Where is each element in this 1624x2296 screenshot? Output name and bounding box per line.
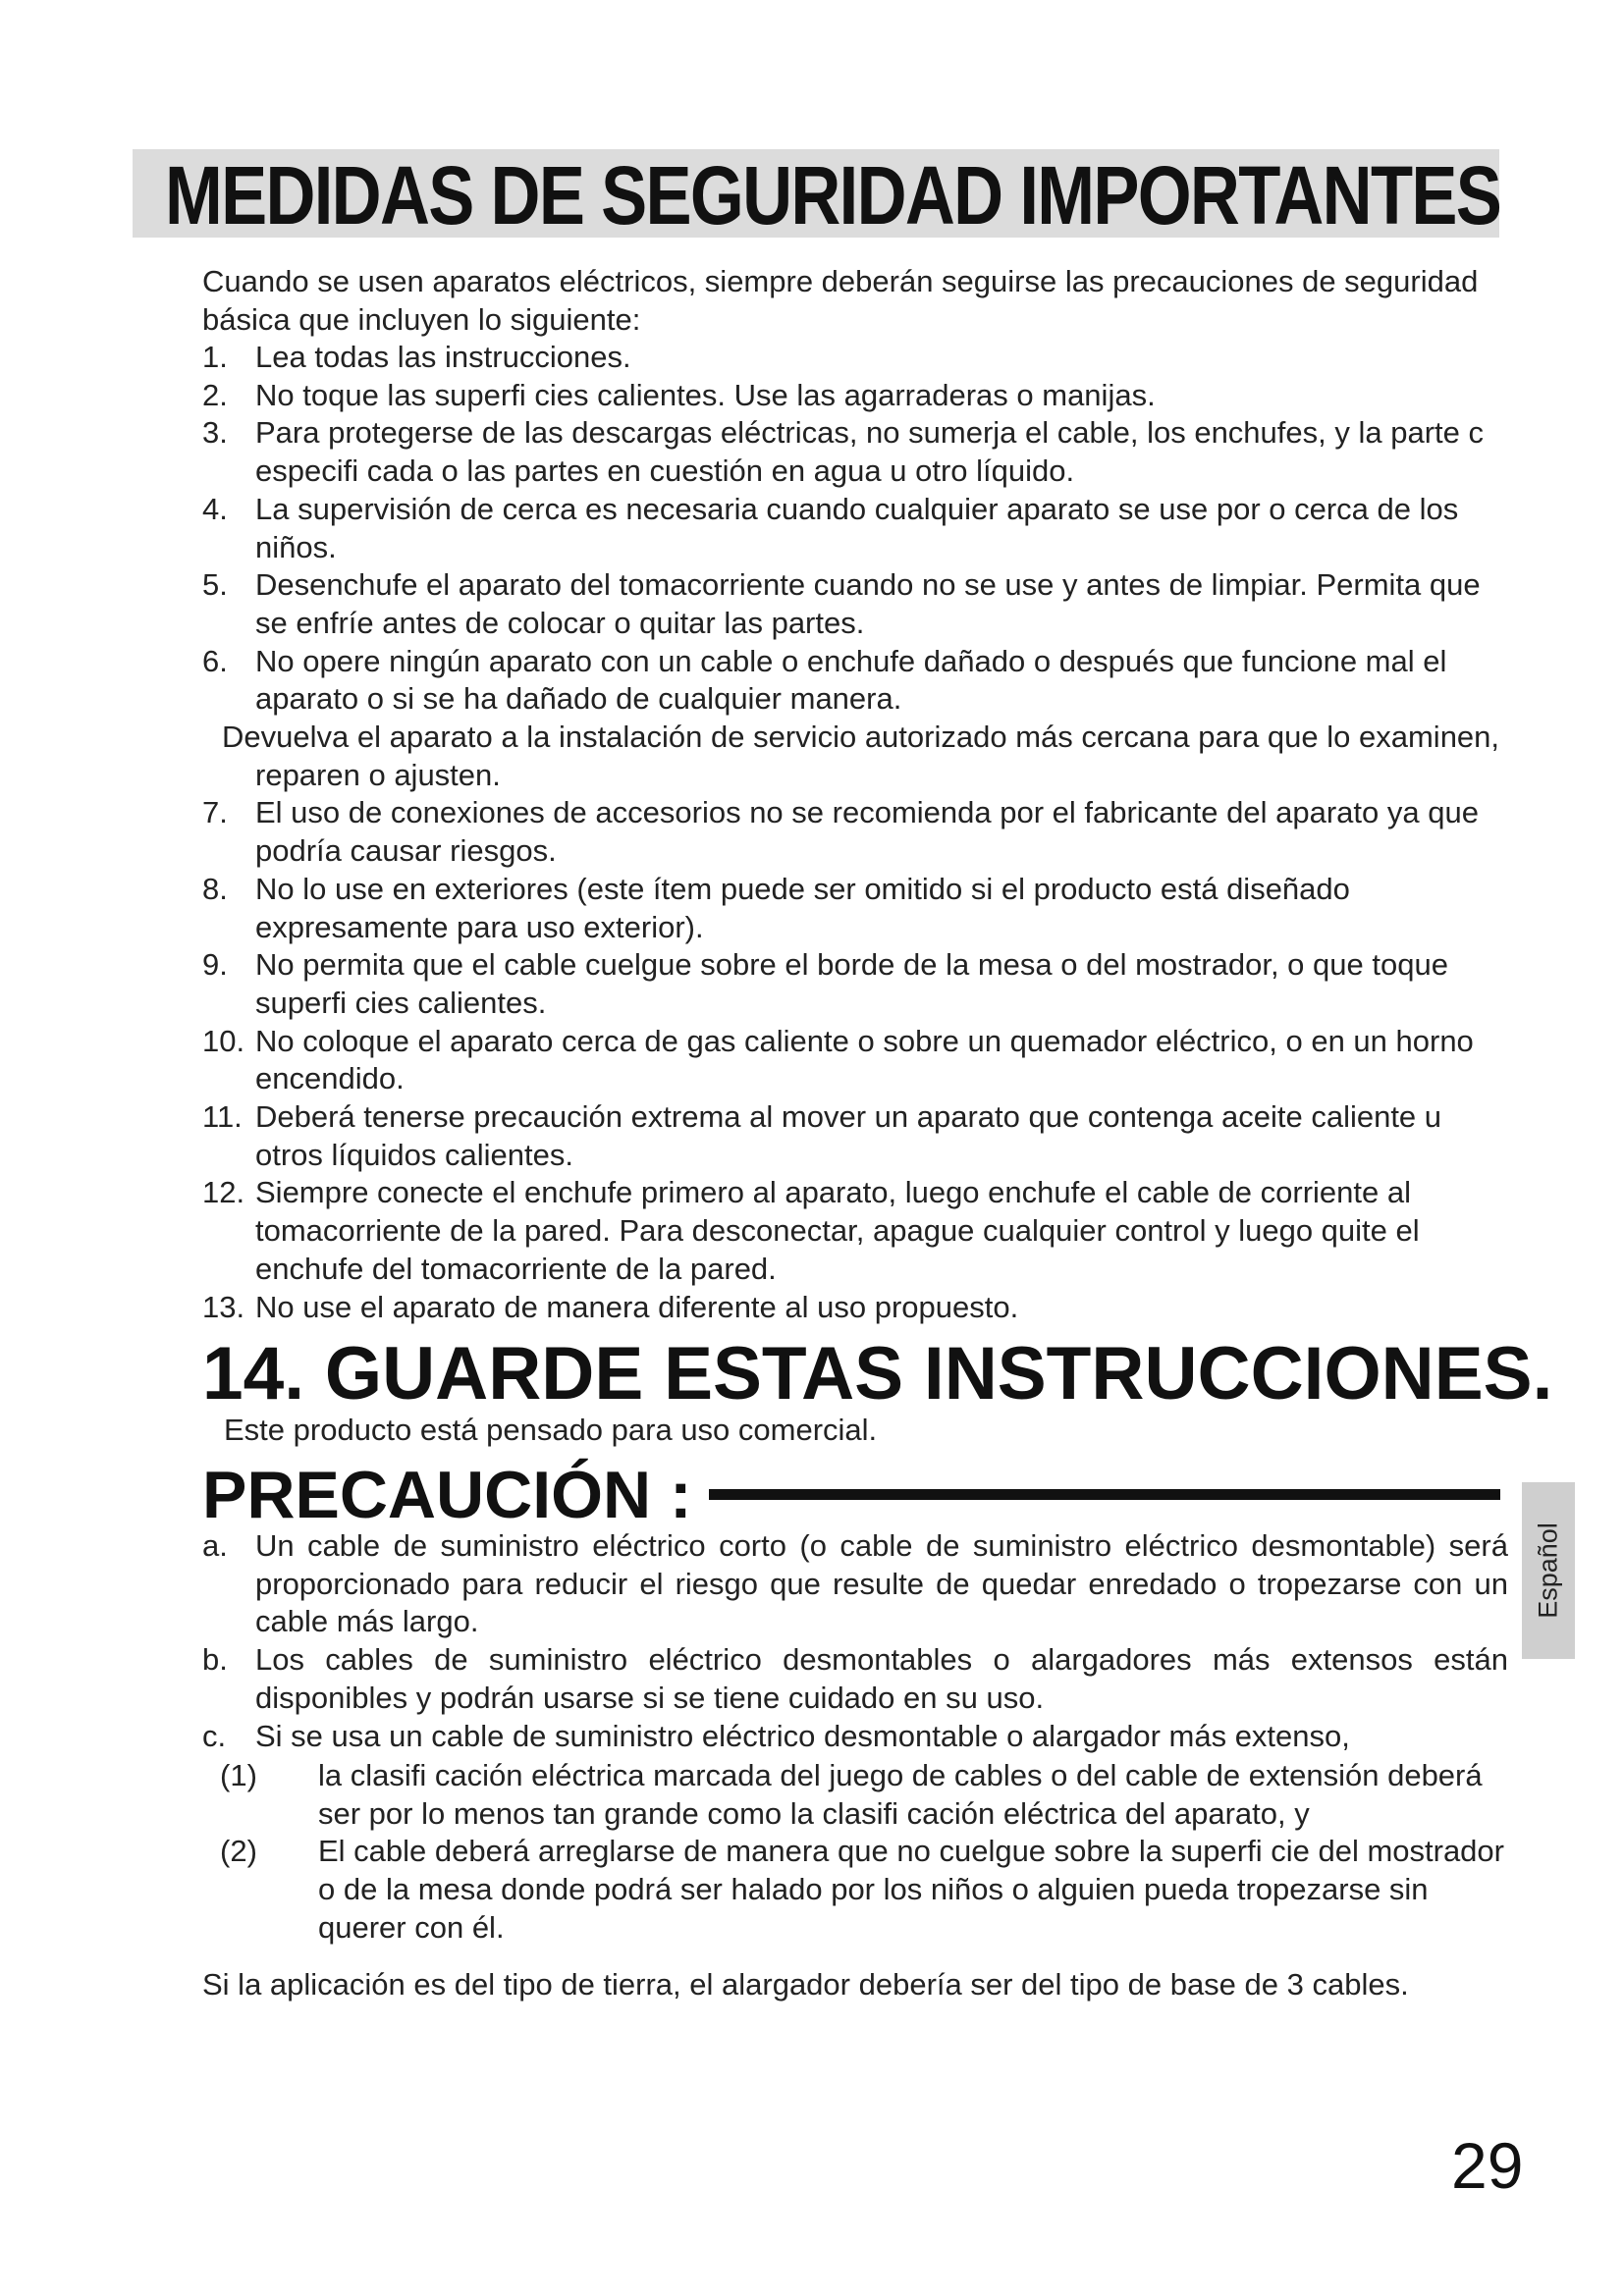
list-item: [202, 1174, 1508, 1288]
item-number: 11.: [202, 1099, 243, 1135]
item-text: No use el aparato de manera diferente al uso propuesto.: [255, 1289, 1019, 1324]
list-item: [202, 491, 1508, 566]
item-text: Los cables de suministro eléctrico desmontables o alargadores más extensos están disponibles y podrán usarse si se tiene cuidado en su uso.: [255, 1642, 1508, 1715]
item-text: Deberá tenerse precaución extrema al mover un aparato que contenga aceite caliente u otros líquidos calientes.: [255, 1099, 1442, 1172]
caution-list: [202, 1527, 1508, 1755]
item-number: 6.: [202, 643, 228, 678]
list-item: [202, 566, 1508, 642]
item-number: 9.: [202, 947, 228, 983]
list-item: [202, 643, 1508, 719]
item-text: No opere ningún aparato con un cable o enchufe dañado o después que funcione mal el aparato o si se ha dañado de cualquier manera.: [255, 643, 1447, 717]
item-text: Devuelva el aparato a la instalación de servicio autorizado más cercana para que lo examinen, reparen o ajusten.: [222, 720, 1500, 792]
item-letter: b.: [202, 1642, 228, 1678]
item-text: Lea todas las instrucciones.: [255, 340, 631, 374]
intro-paragraph: Cuando se usen aparatos eléctricos, siempre deberán seguirse las precauciones de seguridad básica que incluyen lo siguiente:: [202, 264, 1479, 337]
item-text: Un cable de suministro eléctrico corto (o cable de suministro eléctrico desmontable) será proporcionado para reducir el riesgo que resulte de quedar enredado o tropezarse con un cable más largo.: [255, 1528, 1508, 1639]
item-number: 5.: [202, 567, 228, 603]
item-number: 3.: [202, 415, 228, 451]
item-number: 10.: [202, 1023, 245, 1058]
list-item: [202, 414, 1508, 490]
item-letter: c.: [202, 1718, 227, 1753]
item-text: La supervisión de cerca es necesaria cuando cualquier aparato se use por o cerca de los niños.: [255, 491, 1459, 564]
save-instructions-heading: 14. GUARDE ESTAS INSTRUCCIONES.: [202, 1332, 1553, 1415]
item-text: No coloque el aparato cerca de gas caliente o sobre un quemador eléctrico, o en un horno encendido.: [255, 1023, 1474, 1096]
commercial-use-note: Este producto está pensado para uso comercial.: [224, 1413, 878, 1447]
page-title: MEDIDAS DE SEGURIDAD IMPORTANTES: [165, 149, 1501, 241]
caution-rule: [709, 1489, 1500, 1500]
item-text: El cable deberá arreglarse de manera que no cuelgue sobre la superfi cie del mostrador o de la mesa donde podrá ser halado por los niños o alguien pueda tropezarse sin querer con él.: [318, 1834, 1504, 1945]
sub-item: [220, 1757, 1516, 1833]
sub-item-number: (1): [220, 1758, 257, 1792]
item-number: 12.: [202, 1175, 245, 1210]
item-number: 13.: [202, 1289, 245, 1324]
caution-item: [202, 1527, 1508, 1641]
list-item: [202, 1289, 1508, 1327]
list-item: [202, 871, 1508, 946]
caution-heading: PRECAUCIÓN :: [202, 1458, 692, 1532]
item-number: 4.: [202, 491, 228, 526]
item-number: 7.: [202, 795, 228, 830]
sub-item: [220, 1833, 1516, 1947]
list-item: [202, 377, 1508, 415]
item-number: 8.: [202, 871, 228, 906]
item-text: Siempre conecte el enchufe primero al aparato, luego enchufe el cable de corriente al tomacorriente de la pared. Para desconectar, apague cualquier control y luego quite el enchufe del tomacorriente de la pared.: [255, 1175, 1420, 1286]
list-item: [202, 794, 1508, 870]
item-number: 1.: [202, 340, 228, 374]
list-item: [202, 946, 1508, 1022]
item-text: No permita que el cable cuelgue sobre el borde de la mesa o del mostrador, o que toque superfi cies calientes.: [255, 947, 1448, 1020]
language-tab-label: Español: [1533, 1522, 1563, 1619]
item-text: la clasifi cación eléctrica marcada del juego de cables o del cable de extensión deberá ser por lo menos tan grande como la clasifi cación eléctrica del aparato, y: [318, 1758, 1483, 1831]
caution-item: [202, 1641, 1508, 1717]
item-text: Desenchufe el aparato del tomacorriente cuando no se use y antes de limpiar. Permita que se enfríe antes de colocar o quitar las partes.: [255, 567, 1481, 640]
item-text: No toque las superfi cies calientes. Use las agarraderas o manijas.: [255, 377, 1156, 412]
caution-item: [202, 1718, 1508, 1756]
list-item: [202, 1098, 1508, 1174]
list-item: [202, 1023, 1508, 1098]
page-number: 29: [1451, 2129, 1524, 2202]
caution-sub-list: [220, 1757, 1516, 1948]
sub-item-number: (2): [220, 1834, 257, 1869]
item-letter: a.: [202, 1528, 228, 1563]
list-item: [202, 339, 1508, 377]
item-text: Para protegerse de las descargas eléctricas, no sumerja el cable, los enchufes, y la parte c especifi cada o las partes en cuestión en agua u otro líquido.: [255, 415, 1484, 489]
safety-list: [202, 339, 1508, 1326]
item-number: 2.: [202, 377, 228, 412]
list-item-continuation: [202, 719, 1508, 794]
item-text: No lo use en exteriores (este ítem puede ser omitido si el producto está diseñado expresamente para uso exterior).: [255, 871, 1350, 944]
item-text: El uso de conexiones de accesorios no se recomienda por el fabricante del aparato ya que podría causar riesgos.: [255, 795, 1479, 869]
ground-note: Si la aplicación es del tipo de tierra, el alargador debería ser del tipo de base de 3 cables.: [202, 1967, 1409, 2002]
item-text: Si se usa un cable de suministro eléctrico desmontable o alargador más extenso,: [255, 1718, 1350, 1753]
